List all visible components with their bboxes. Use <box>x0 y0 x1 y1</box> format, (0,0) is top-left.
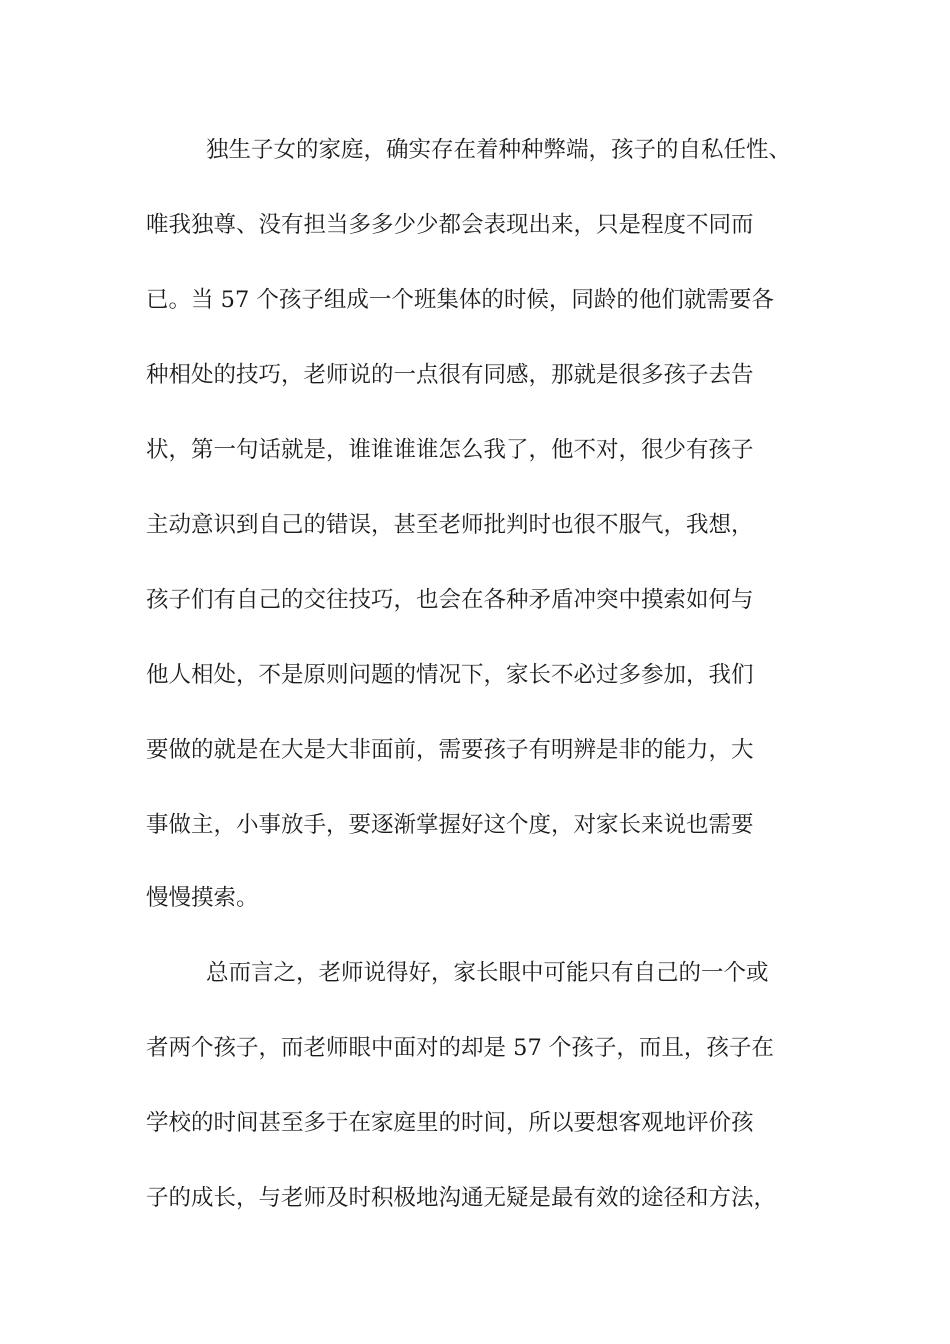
paragraph-1-line-2: 唯我独尊、没有担当多多少少都会表现出来，只是程度不同而 <box>146 212 754 238</box>
paragraph-2-line-4: 子的成长，与老师及时积极地沟通无疑是最有效的途径和方法， <box>146 1185 777 1211</box>
paragraph-1-line-6: 主动意识到自己的错误，甚至老师批判时也很不服气，我想， <box>146 512 754 538</box>
paragraph-1-line-8: 他人相处，不是原则问题的情况下，家长不必过多参加，我们 <box>146 662 754 688</box>
paragraph-1-line-5: 状，第一句话就是，谁谁谁谁怎么我了，他不对，很少有孩子 <box>146 437 754 463</box>
paragraph-1-line-10: 事做主，小事放手，要逐渐掌握好这个度，对家长来说也需要 <box>146 812 754 838</box>
paragraph-1-line-4: 种相处的技巧，老师说的一点很有同感，那就是很多孩子去告 <box>146 362 754 388</box>
paragraph-1-line-11: 慢慢摸索。 <box>146 885 259 911</box>
paragraph-2-line-2: 者两个孩子，而老师眼中面对的却是 57 个孩子，而且，孩子在 <box>146 1035 774 1061</box>
paragraph-1-line-9: 要做的就是在大是大非面前，需要孩子有明辨是非的能力，大 <box>146 737 754 763</box>
paragraph-1-line-3: 已。当 57 个孩子组成一个班集体的时候，同龄的他们就需要各 <box>146 287 774 313</box>
paragraph-1-line-1: 独生子女的家庭，确实存在着种种弊端，孩子的自私任性、 <box>206 137 792 163</box>
paragraph-2-line-1: 总而言之，老师说得好，家长眼中可能只有自己的一个或 <box>206 960 769 986</box>
paragraph-2-line-3: 学校的时间甚至多于在家庭里的时间，所以要想客观地评价孩 <box>146 1110 754 1136</box>
paragraph-1-line-7: 孩子们有自己的交往技巧，也会在各种矛盾冲突中摸索如何与 <box>146 587 754 613</box>
